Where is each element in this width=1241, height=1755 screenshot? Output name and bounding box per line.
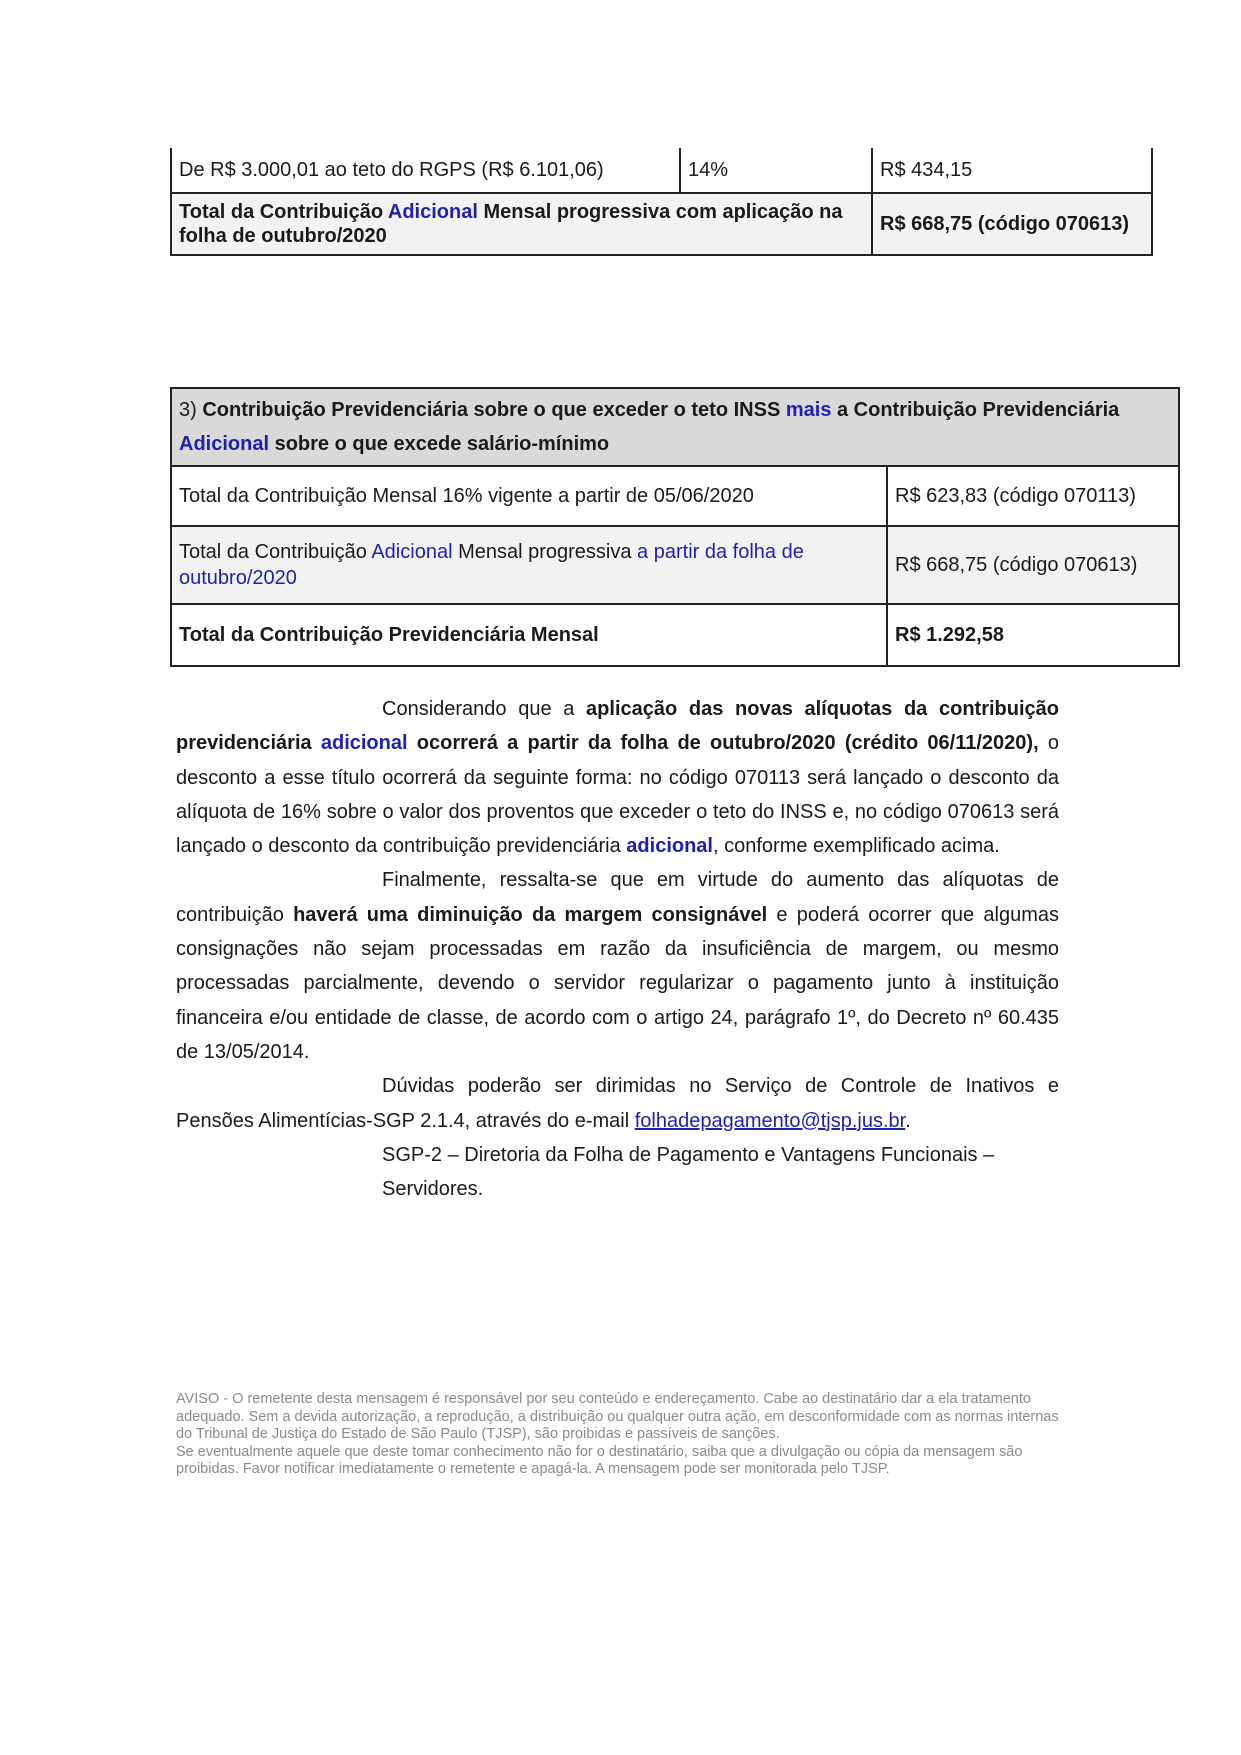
table-header-row xyxy=(171,388,1179,466)
document-body xyxy=(176,692,1059,1206)
email-link[interactable]: folhadepagamento@tjsp.jus.br xyxy=(634,1109,906,1132)
paragraph-margin: Finalmente, ressalta-se que em virtude do aumento das alíquotas de contribuição haverá uma diminuição da margem consignável e poderá ocorrer que algumas consignações não sejam processadas em razão da insuficiência de margem, ou mesmo processadas parcialmente, devendo o servidor regularizar o pagamento junto à instituição financeira e/ou entidade de classe, de acordo com o artigo 24, parágrafo 1º, do Decreto nº 60.435 de 13/05/2014. xyxy=(176,869,1060,1063)
total-value-cell: R$ 668,75 (código 070613) xyxy=(872,193,1152,255)
paragraph-contact: Dúvidas poderão ser dirimidas no Serviço de Controle de Inativos e Pensões Alimentícias-SGP 2.1.4, através do e-mail folhadepagamento@tjsp.jus.br. xyxy=(176,1075,1059,1132)
signature: SGP-2 – Diretoria da Folha de Pagamento e Vantagens Funcionais – Servidores. xyxy=(382,1143,995,1201)
value-cell: R$ 434,15 xyxy=(872,148,1152,193)
table-header-cell: 3) Contribuição Previdenciária sobre o que exceder o teto INSS mais a Contribuição Previdenciária Adicional sobre o que excede salário-mínimo xyxy=(171,388,1179,466)
row-label-cell: Total da Contribuição Previdenciária Mensal xyxy=(171,604,887,666)
notice-paragraph: Se eventualmente aquele que deste tomar conhecimento não for o destinatário, saiba que a divulgação ou cópia da mensagem são proibidas. Favor notificar imediatamente o remetente e apagá-la. A mensagem pode ser monitorada pelo TJSP. xyxy=(176,1443,1023,1477)
table-row xyxy=(171,526,1179,604)
notice-paragraph: AVISO - O remetente desta mensagem é responsável por seu conteúdo e endereçamento. Cabe ao destinatário dar a ela tratamento adequado. Sem a devida autorização, a reprodução, a distribuição ou qualquer outra ação, em desconformidade com as normas internas do Tribunal de Justiça do Estado de São Paulo (TJSP), são proibidas e passíveis de sanções. xyxy=(176,1391,1059,1442)
legal-notice xyxy=(176,1391,1076,1479)
table-row xyxy=(171,466,1179,526)
paragraph-application: Considerando que a aplicação das novas alíquotas da contribuição previdenciária adicional ocorrerá a partir da folha de outubro/2020 (crédito 06/11/2020), o desconto a esse título ocorrerá da seguinte forma: no código 070113 será lançado o desconto da alíquota de 16% sobre o valor dos proventos que exceder o teto do INSS e, no código 070613 será lançado o desconto da contribuição previdenciária adicional, conforme exemplificado acima. xyxy=(176,698,1059,858)
table-total-row xyxy=(171,604,1179,666)
row-value-cell: R$ 623,83 (código 070113) xyxy=(887,466,1179,526)
contribution-table-continued xyxy=(170,148,1153,256)
table-total-row xyxy=(171,193,1152,255)
contribution-summary-table xyxy=(170,387,1180,667)
row-value-cell: R$ 1.292,58 xyxy=(887,604,1179,666)
total-label-cell: Total da Contribuição Adicional Mensal progressiva com aplicação na folha de outubro/2020 xyxy=(171,193,872,255)
row-label-cell: Total da Contribuição Mensal 16% vigente a partir de 05/06/2020 xyxy=(171,466,887,526)
range-cell: De R$ 3.000,01 ao teto do RGPS (R$ 6.101,06) xyxy=(171,148,680,193)
table-row xyxy=(171,148,1152,193)
rate-cell: 14% xyxy=(680,148,872,193)
row-label-cell: Total da Contribuição Adicional Mensal progressiva a partir da folha de outubro/2020 xyxy=(171,526,887,604)
row-value-cell: R$ 668,75 (código 070613) xyxy=(887,526,1179,604)
